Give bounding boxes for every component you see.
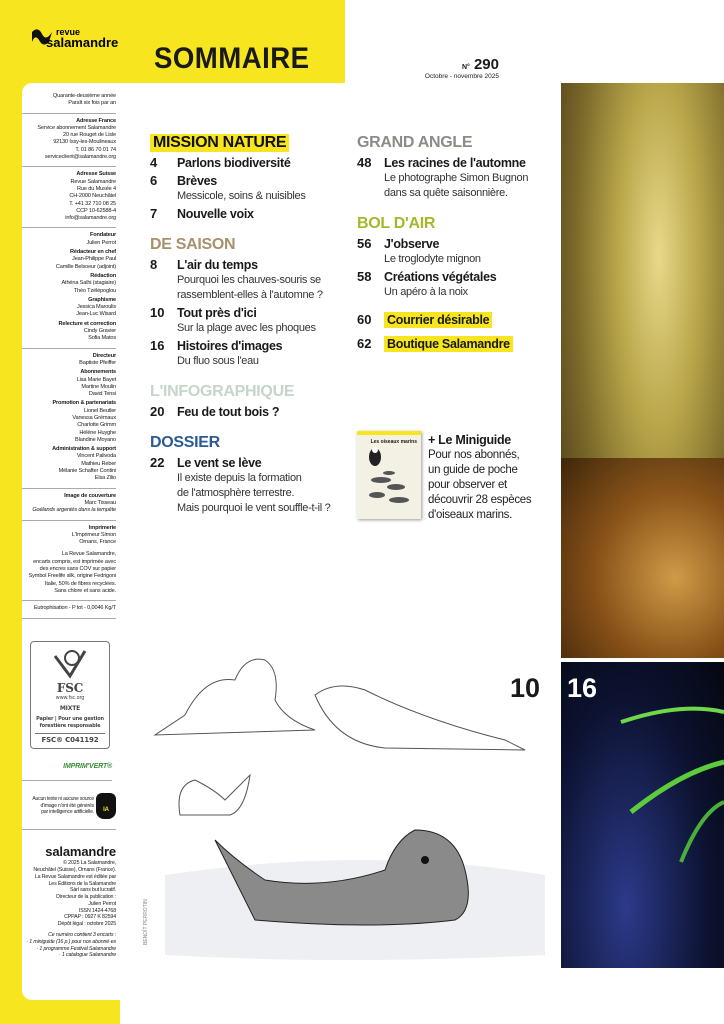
staff-name: Sofia Matos <box>88 335 116 342</box>
masthead-line: T. 01 86 70 01 74 <box>75 146 116 153</box>
page-number: 20 <box>150 404 165 419</box>
page-number: 22 <box>150 455 165 470</box>
masthead-line: ISSN 1424-4768 <box>78 907 116 914</box>
masthead-line: d'image n'ont été générés <box>40 802 94 809</box>
toc-item-title: Brèves <box>177 174 217 188</box>
fsc-text: www.fsc.org <box>55 695 85 702</box>
masthead-line: Aucun texte ni aucune source <box>32 796 94 803</box>
toc-item-text <box>177 305 316 336</box>
masthead-line: Dépôt légal : octobre 2025 <box>57 921 116 928</box>
masthead-line: Service abonnement Salamandre <box>37 124 116 131</box>
salamandre-logo <box>30 24 122 50</box>
toc-item-title: J'observe <box>384 237 440 251</box>
section-heading: MISSION NATURE <box>150 134 289 152</box>
issue-date: Octobre - novembre 2025 <box>424 73 499 80</box>
cover-credit: Marc Tisseau <box>84 499 116 506</box>
staff-name: Charlotte Grimm <box>77 422 116 429</box>
toc-item-text <box>177 155 290 171</box>
fsc-text: MIXTE <box>59 704 81 712</box>
fsc-label <box>30 641 110 749</box>
toc-item[interactable] <box>150 173 355 204</box>
role-label: Directeur <box>92 352 116 359</box>
toc-left-column <box>150 134 355 518</box>
masthead-line: Ce numéro contient 3 encarts : <box>48 932 116 939</box>
staff-name: Camille Belsoeur (adjoint) <box>55 263 116 270</box>
fsc-text: FSC <box>56 681 84 696</box>
miniguide-line: pour observer et <box>428 479 507 491</box>
masthead-line: · 1 programme Festival Salamandre <box>36 945 116 952</box>
miniguide-title: + Le Miniguide <box>428 433 511 447</box>
toc-item[interactable] <box>150 455 355 516</box>
page-number: 7 <box>150 206 158 221</box>
cover-label: Image de couverture <box>64 492 116 499</box>
miniguide-line: découvrir 28 espèces <box>428 494 532 506</box>
role-label: Promotion & partenariats <box>52 400 116 407</box>
masthead-line: Sans chlore et sans acide. <box>54 587 116 594</box>
role-label: Relecture et correction <box>58 320 116 327</box>
staff-name: Jean-Luc Wisard <box>76 311 116 318</box>
legal-text <box>22 860 116 928</box>
page-number: 60 <box>357 312 372 327</box>
staff-name: Lionel Beutler <box>83 407 116 414</box>
toc-item-subtitle: Le photographe Simon Bugnon <box>384 172 529 184</box>
masthead-line: · 1 miniguide (16 p.) pour nos abonné·es <box>26 938 116 945</box>
issue-number: N° 290 <box>461 56 499 73</box>
miniguide-line: un guide de poche <box>428 464 518 476</box>
masthead-line: © 2025 La Salamandre, <box>63 860 116 867</box>
masthead-line: Neuchâtel (Suisse), Ornans (France). <box>33 866 116 873</box>
toc-item-subtitle: Pourquoi les chauves-souris se <box>177 274 321 286</box>
page-number: 62 <box>357 336 372 351</box>
staff-name: Jessica Maroulis <box>77 304 116 311</box>
role-label: Graphisme <box>88 296 116 303</box>
staff-name: Théo Tzélépoglou <box>73 287 116 294</box>
page-number: 4 <box>150 155 158 170</box>
masthead-line: Les Éditions de la Salamandre <box>48 880 116 887</box>
masthead-line: CH-2000 Neuchâtel <box>69 193 116 200</box>
inserts-note <box>22 932 116 959</box>
masthead-line: CCP 10-62588-4 <box>76 207 116 214</box>
toc-item-subtitle: Un apéro à la noix <box>384 286 468 298</box>
miniguide-line: d'oiseaux marins. <box>428 509 513 521</box>
toc-item[interactable] <box>357 236 562 267</box>
masthead-line: 92130 Issy-les-Moulineaux <box>53 139 116 146</box>
svg-text:salamandre: salamandre <box>46 35 119 50</box>
masthead-line: des encres sans COV sur papier <box>39 566 116 573</box>
toc-item[interactable] <box>150 305 355 336</box>
staff-name: Julien Perrot <box>86 239 116 246</box>
page-number: 8 <box>150 257 158 272</box>
toc-item-text <box>384 236 481 267</box>
miniguide-cover: Les oiseaux marins <box>357 431 421 519</box>
masthead-line: par intelligence artificielle. <box>41 809 94 816</box>
toc-item-text <box>177 338 282 369</box>
role-label: Rédaction <box>90 272 116 279</box>
address-label: Adresse France <box>76 117 116 124</box>
masthead-line: Paraît six fois par an <box>68 100 116 107</box>
address-label: Adresse Suisse <box>76 171 116 178</box>
hand-ai-icon: IA <box>96 793 116 819</box>
staff-name: Vanessa Grémaux <box>72 414 116 421</box>
toc-item-text <box>177 257 323 303</box>
role-label: Abonnements <box>80 369 116 376</box>
ai-notice <box>22 787 116 830</box>
toc-item[interactable] <box>150 155 355 171</box>
masthead-section <box>22 228 116 348</box>
masthead <box>22 83 120 1000</box>
page-number: 56 <box>357 236 372 251</box>
svg-text:revue: revue <box>56 27 81 37</box>
toc-item-text <box>384 155 528 201</box>
masthead-line: · 1 catalogue Salamandre <box>58 952 116 959</box>
ai-notice-text <box>32 796 94 816</box>
section-heading: L'INFOGRAPHIQUE <box>150 383 295 400</box>
masthead-line: L'Imprimeur Simon <box>71 531 116 538</box>
staff-name: Vincent Palivoda <box>76 453 116 460</box>
masthead-line: info@salamandre.org <box>65 215 116 222</box>
masthead-line: 20 rue Rouget de Lisle <box>63 132 116 139</box>
page-number: 58 <box>357 269 372 284</box>
masthead-line: La Revue Salamandre, <box>61 551 116 558</box>
masthead-line: Quarante-deuxième année <box>52 93 116 99</box>
masthead-line: encarts compris, est imprimée avec <box>33 558 116 565</box>
masthead-section <box>22 114 116 168</box>
staff-name: David Tensi <box>88 391 116 398</box>
toc-item-subtitle: rassemblent-elles à l'automne ? <box>177 289 323 301</box>
imprimvert-logo: IMPRIM'VERT® <box>22 763 112 781</box>
printer-label: Imprimerie <box>88 524 116 531</box>
masthead-line: Revue Salamandre <box>70 178 116 185</box>
cover-caption: Goélands argentés dans la tempête <box>32 507 116 514</box>
spacer <box>150 422 355 434</box>
toc-item-text <box>384 269 496 300</box>
eutrophication-note: Eutrophisation - P tot - 0,0046 Kg/T <box>33 605 116 612</box>
toc-item[interactable] <box>150 338 355 369</box>
toc-item-title: Boutique Salamandre <box>384 336 513 352</box>
staff-name: Elsa Zilio <box>94 475 116 482</box>
salamandre-footer-logo: salamandre <box>45 843 116 859</box>
masthead-line: La Revue Salamandre est éditée par <box>34 873 116 880</box>
toc-item[interactable] <box>150 257 355 303</box>
fsc-text: FSC® C041192 <box>35 733 105 744</box>
masthead-line: Rue du Musée 4 <box>77 185 116 192</box>
fsc-text: Papier | Pour une gestion forestière responsable <box>36 716 104 729</box>
page-number: 10 <box>150 305 165 320</box>
staff-name: Lisa Marie Bayet <box>76 376 116 383</box>
fsc-tree-icon <box>45 646 95 680</box>
autumn-leaves-photo <box>561 83 724 658</box>
spacer <box>150 371 355 383</box>
page-title: SOMMAIRE <box>154 42 310 75</box>
toc-item-subtitle: dans sa quête saisonnière. <box>384 187 508 199</box>
toc-item-subtitle: Sur la plage avec les phoques <box>177 322 316 334</box>
miniguide-line: Pour nos abonnés, <box>428 449 520 461</box>
toc-item[interactable] <box>357 269 562 300</box>
masthead-line: Symbol Freelife silk, origine Fedrigoni <box>28 573 116 580</box>
toc-item[interactable] <box>150 404 355 420</box>
staff-name: Cindy Gravier <box>83 328 116 335</box>
section-heading: DE SAISON <box>150 236 236 253</box>
masthead-section <box>22 521 116 602</box>
page-marker-10: 10 <box>510 673 541 703</box>
masthead-section <box>22 489 116 521</box>
illustration-credit: BENOÎT PERROTIN <box>143 899 149 945</box>
spacer <box>357 203 562 215</box>
toc-item-title: Histoires d'images <box>177 339 283 353</box>
masthead-section <box>22 601 116 618</box>
section-heading: GRAND ANGLE <box>357 134 473 151</box>
toc-item-subtitle: Il existe depuis la formation <box>177 472 302 484</box>
miniguide-block <box>428 432 548 523</box>
toc-item-highlight[interactable] <box>357 336 562 352</box>
staff-name: Baptiste Pfeiffer <box>79 359 116 366</box>
toc-item-subtitle: Du fluo sous l'eau <box>177 355 259 367</box>
masthead-section <box>22 89 116 114</box>
section-heading: BOL D'AIR <box>357 215 436 232</box>
staff-name: Blandine Moyano <box>75 436 116 443</box>
toc-item-text <box>177 173 306 204</box>
staff-name: Mathieu Reber <box>81 460 116 467</box>
toc-item-title: Feu de tout bois ? <box>177 405 280 419</box>
masthead-section <box>22 349 116 489</box>
masthead-line: Ornans, France <box>79 539 116 546</box>
masthead-line: CPPAP : 0927 K 82594 <box>64 914 116 921</box>
staff-name: Athéna Salhi (stagiaire) <box>61 280 116 287</box>
toc-item-title: L'air du temps <box>177 258 258 272</box>
toc-item-text <box>177 455 330 516</box>
toc-item-title: Créations végétales <box>384 270 497 284</box>
toc-item-highlight[interactable] <box>357 312 562 328</box>
page-number: 16 <box>150 338 165 353</box>
toc-item-title: Tout près d'ici <box>177 306 257 320</box>
toc-item-subtitle: de l'atmosphère terrestre. <box>177 487 295 499</box>
page-number: 48 <box>357 155 372 170</box>
masthead-line: Julien Perrot <box>88 900 116 907</box>
seal-illustration <box>145 645 555 970</box>
toc-item-title: Nouvelle voix <box>177 207 254 221</box>
role-label: Administration & support <box>52 446 116 453</box>
toc-item-text <box>177 206 254 222</box>
toc-item[interactable] <box>357 155 562 201</box>
toc-item-text <box>177 404 279 420</box>
toc-item-title: Le vent se lève <box>177 456 262 470</box>
masthead-line: T. +41 32 710 08 25 <box>69 200 116 207</box>
staff-name: Jean-Philippe Paul <box>72 256 116 263</box>
masthead-line: Sàrl sans but lucratif. <box>69 887 116 894</box>
underwater-photo <box>561 662 724 968</box>
toc-item-title: Parlons biodiversité <box>177 156 291 170</box>
staff-name: Hélène Huyghe <box>79 429 116 436</box>
toc-right-column <box>357 134 562 354</box>
role-label: Fondateur <box>90 232 116 239</box>
toc-item-subtitle: Messicole, soins & nuisibles <box>177 190 306 202</box>
toc-item-title: Les racines de l'automne <box>384 156 526 170</box>
toc-item[interactable] <box>150 206 355 222</box>
page-marker-16: 16 <box>567 673 598 703</box>
masthead-line: Directeur de la publication : <box>56 894 116 901</box>
spacer <box>150 224 355 236</box>
masthead-line: Italie, 50% de fibres recyclées. <box>44 580 116 587</box>
masthead-section <box>22 167 116 228</box>
staff-name: Mélanie Schafter Contini <box>58 468 116 475</box>
toc-item-title: Courrier désirable <box>384 312 492 328</box>
toc-item-subtitle: Le troglodyte mignon <box>384 253 481 265</box>
section-heading: DOSSIER <box>150 434 220 451</box>
role-label: Rédacteur en chef <box>70 249 116 256</box>
toc-item-subtitle: Mais pourquoi le vent souffle-t-il ? <box>177 502 331 514</box>
staff-name: Martine Moulin <box>81 383 116 390</box>
page-number: 6 <box>150 173 158 188</box>
masthead-line: serviceclient@salamandre.org <box>44 154 116 161</box>
